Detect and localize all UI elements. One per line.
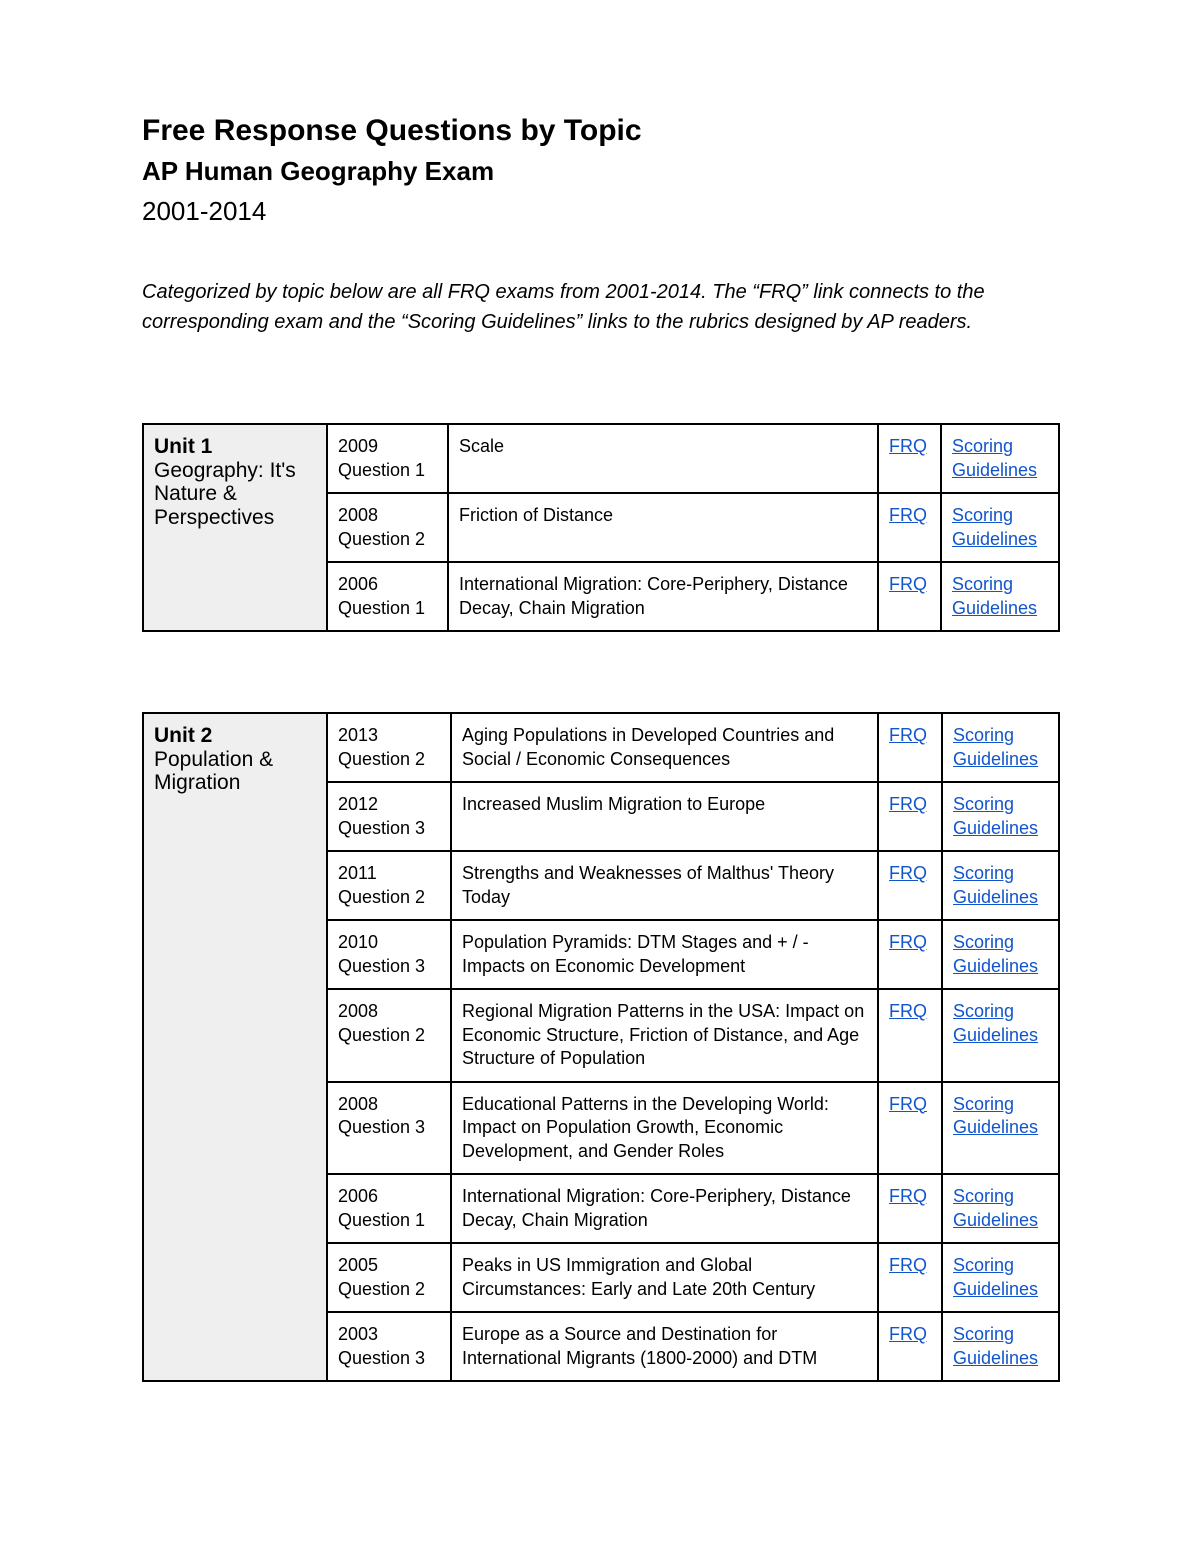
scoring-cell	[941, 493, 1059, 562]
question-number: Question 2	[338, 748, 426, 769]
scoring-guidelines-link[interactable]: Scoring Guidelines	[952, 505, 1038, 549]
scoring-cell	[942, 1174, 1059, 1243]
exam-year: 2010	[338, 932, 379, 952]
year-question-cell	[327, 493, 448, 562]
unit-1-table	[142, 423, 1060, 632]
unit-name: Population & Migration	[154, 747, 274, 794]
topic-cell: Population Pyramids: DTM Stages and + / - Impacts on Economic Development	[451, 920, 878, 989]
question-number: Question 2	[338, 886, 426, 907]
topic-cell: Europe as a Source and Destination for International Migrants (1800-2000) and DTM	[451, 1312, 878, 1381]
exam-year: 2008	[338, 1093, 379, 1114]
year-question-cell	[327, 920, 451, 989]
frq-cell	[878, 424, 941, 493]
scoring-cell	[942, 713, 1059, 782]
year-question-cell	[327, 1312, 451, 1381]
question-number: Question 2	[338, 1024, 426, 1045]
question-number: Question 1	[338, 459, 426, 480]
year-question-cell	[327, 989, 451, 1082]
frq-cell	[878, 713, 942, 782]
topic-cell: Strengths and Weaknesses of Malthus' Theory Today	[451, 851, 878, 920]
question-number: Question 2	[338, 528, 426, 549]
question-number: Question 3	[338, 955, 426, 976]
intro-paragraph: Categorized by topic below are all FRQ exams from 2001-2014. The “FRQ” link connects to the corresponding exam and the “Scoring Guidelines” links to the rubrics designed by AP readers.	[142, 281, 985, 333]
question-number: Question 1	[338, 1209, 426, 1230]
exam-year: 2006	[338, 1186, 379, 1206]
frq-link[interactable]: FRQ	[889, 1093, 927, 1114]
year-range: 2001-2014	[142, 196, 267, 226]
scoring-guidelines-link[interactable]: Scoring Guidelines	[953, 725, 1039, 769]
frq-link[interactable]: FRQ	[889, 725, 927, 745]
question-number: Question 2	[338, 1278, 426, 1299]
scoring-guidelines-link[interactable]: Scoring Guidelines	[953, 794, 1039, 838]
topic-cell: International Migration: Core-Periphery, Distance Decay, Chain Migration	[451, 1174, 878, 1243]
frq-link[interactable]: FRQ	[889, 1324, 927, 1344]
unit-number: Unit 2	[154, 724, 213, 747]
scoring-guidelines-link[interactable]: Scoring Guidelines	[952, 574, 1038, 618]
exam-year: 2008	[338, 1001, 379, 1021]
year-question-cell	[327, 713, 451, 782]
scoring-cell	[942, 782, 1059, 851]
year-question-cell	[327, 562, 448, 631]
frq-link[interactable]: FRQ	[889, 863, 927, 883]
scoring-guidelines-link[interactable]: Scoring Guidelines	[953, 932, 1039, 976]
topic-cell: Regional Migration Patterns in the USA: Impact on Economic Structure, Friction of Distance, and Age Structure of Population	[451, 989, 878, 1082]
scoring-cell	[941, 424, 1059, 493]
exam-year: 2006	[338, 574, 379, 594]
page-subtitle: AP Human Geography Exam	[142, 156, 495, 186]
frq-cell	[878, 1174, 942, 1243]
topic-cell: Peaks in US Immigration and Global Circumstances: Early and Late 20th Century	[451, 1243, 878, 1312]
scoring-guidelines-link[interactable]: Scoring Guidelines	[953, 863, 1039, 907]
frq-link[interactable]: FRQ	[889, 1255, 927, 1275]
table-row	[143, 713, 1059, 782]
scoring-cell	[942, 989, 1059, 1082]
unit-number: Unit 1	[154, 435, 213, 458]
year-question-cell	[327, 1174, 451, 1243]
scoring-cell	[941, 562, 1059, 631]
year-question-cell	[327, 851, 451, 920]
year-question-cell	[327, 782, 451, 851]
topic-cell: International Migration: Core-Periphery, Distance Decay, Chain Migration	[448, 562, 878, 631]
unit-2-table	[142, 712, 1060, 1382]
frq-cell	[878, 989, 942, 1082]
topic-cell: Scale	[448, 424, 878, 493]
unit-header-cell	[143, 424, 327, 631]
exam-year: 2011	[338, 863, 377, 883]
scoring-cell	[942, 1312, 1059, 1381]
scoring-guidelines-link[interactable]: Scoring Guidelines	[953, 1255, 1039, 1299]
frq-cell	[878, 851, 942, 920]
frq-link[interactable]: FRQ	[889, 1186, 927, 1206]
unit-name: Geography: It's Nature & Perspectives	[154, 458, 296, 529]
year-question-cell	[327, 1082, 451, 1175]
frq-link[interactable]: FRQ	[889, 794, 927, 814]
topic-cell: Educational Patterns in the Developing World: Impact on Population Growth, Economic Development, and Gender Roles	[451, 1082, 878, 1175]
frq-cell	[878, 493, 941, 562]
frq-link[interactable]: FRQ	[889, 436, 927, 456]
question-number: Question 3	[338, 1117, 426, 1137]
frq-link[interactable]: FRQ	[889, 505, 927, 525]
year-question-cell	[327, 424, 448, 493]
exam-year: 2003	[338, 1324, 379, 1344]
topic-cell: Friction of Distance	[448, 493, 878, 562]
table-row	[143, 424, 1059, 493]
year-question-cell	[327, 1243, 451, 1312]
frq-cell	[878, 920, 942, 989]
frq-link[interactable]: FRQ	[889, 574, 927, 594]
scoring-cell	[942, 851, 1059, 920]
exam-year: 2013	[338, 725, 379, 745]
frq-cell	[878, 1243, 942, 1312]
topic-cell: Increased Muslim Migration to Europe	[451, 782, 878, 851]
exam-year: 2009	[338, 436, 379, 456]
frq-cell	[878, 782, 942, 851]
question-number: Question 1	[338, 597, 426, 618]
page-title: Free Response Questions by Topic	[142, 114, 642, 147]
exam-year: 2005	[338, 1255, 379, 1275]
scoring-cell	[942, 1082, 1059, 1175]
unit-header-cell	[143, 713, 327, 1381]
question-number: Question 3	[338, 817, 426, 838]
frq-link[interactable]: FRQ	[889, 932, 927, 952]
frq-link[interactable]: FRQ	[889, 1001, 927, 1021]
scoring-cell	[942, 1243, 1059, 1312]
scoring-guidelines-link[interactable]: Scoring Guidelines	[952, 436, 1038, 480]
exam-year: 2012	[338, 794, 379, 814]
topic-cell: Aging Populations in Developed Countries and Social / Economic Consequences	[451, 713, 878, 782]
frq-cell	[878, 1312, 942, 1381]
scoring-guidelines-link[interactable]: Scoring Guidelines	[953, 1186, 1039, 1230]
scoring-guidelines-link[interactable]: Scoring Guidelines	[953, 1324, 1039, 1368]
question-number: Question 3	[338, 1347, 426, 1368]
frq-cell	[878, 1082, 942, 1175]
frq-cell	[878, 562, 941, 631]
scoring-guidelines-link[interactable]: Scoring Guidelines	[953, 1001, 1039, 1045]
exam-year: 2008	[338, 505, 379, 525]
scoring-cell	[942, 920, 1059, 989]
scoring-guidelines-link[interactable]: Scoring Guidelines	[953, 1093, 1039, 1137]
